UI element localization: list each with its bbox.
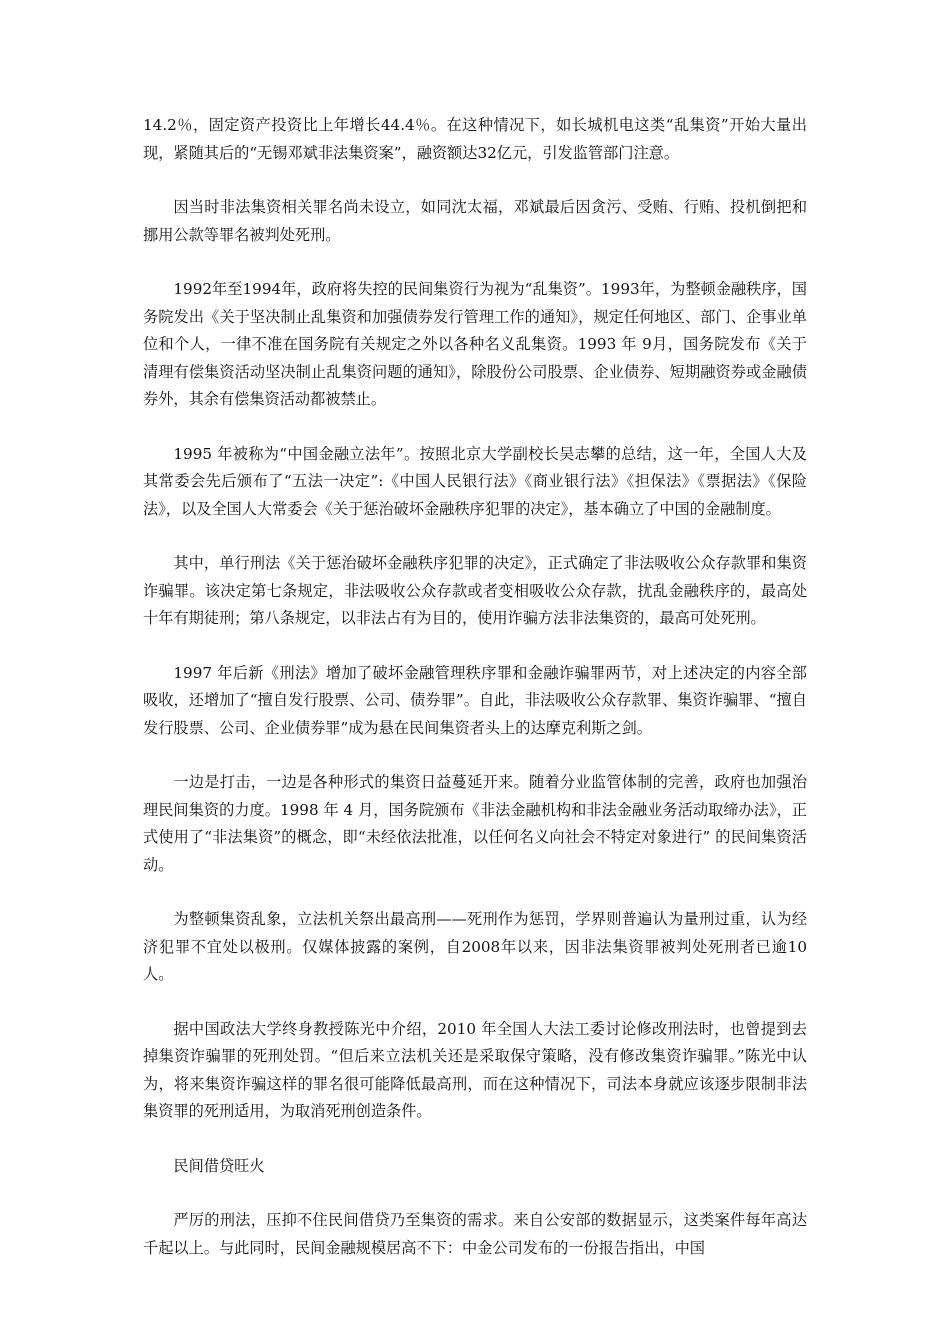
paragraph-3: 1992年至1994年，政府将失控的民间集资行为视为“乱集资”。1993年，为整顿金融秩序，国务院发出《关于坚决制止乱集资和加强债券发行管理工作的通知》，规定任何地区、部门、企事业单位和个人，一律不准在国务院有关规定之外以各种名义乱集资。1993 年 9月，国务院发布《关于清理有偿集资活动坚决制止乱集资问题的通知》，除股份公司股票、企业债券、短期融资券或金融债券外，其余有偿集资活动都被禁止。 [143, 280, 807, 408]
paragraph-2: 因当时非法集资相关罪名尚未设立，如同沈太福，邓斌最后因贪污、受贿、行贿、投机倒把和挪用公款等罪名被判处死刑。 [143, 198, 807, 244]
paragraph-5: 其中，单行刑法《关于惩治破坏金融秩序犯罪的决定》，正式确定了非法吸收公众存款罪和集资诈骗罪。该决定第七条规定，非法吸收公众存款或者变相吸收公众存款，扰乱金融秩序的，最高处十年有期徒刑；第八条规定，以非法占有为目的，使用诈骗方法非法集资的，最高可处死刑。 [143, 554, 807, 627]
paragraph-9: 据中国政法大学终身教授陈光中介绍，2010 年全国人大法工委讨论修改刑法时，也曾提到去掉集资诈骗罪的死刑处罚。“但后来立法机关还是采取保守策略，没有修改集资诈骗罪。”陈光中认为，将来集资诈骗这样的罪名很可能降低最高刑，而在这种情况下，司法本身就应该逐步限制非法集资罪的死刑适用，为取消死刑创造条件。 [143, 1019, 807, 1120]
section-heading: 民间借贷旺火 [173, 1156, 265, 1175]
paragraph-1: 14.2％，固定资产投资比上年增长44.4％。在这种情况下，如长城机电这类“乱集资”开始大量出现，紧随其后的“无锡邓斌非法集资案”，融资额达32亿元，引发监管部门注意。 [143, 116, 807, 162]
document-page [143, 112, 807, 1262]
paragraph-6: 1997 年后新《刑法》增加了破坏金融管理秩序罪和金融诈骗罪两节，对上述决定的内容全部吸收，还增加了“擅自发行股票、公司、债券罪”。自此，非法吸收公众存款罪、集资诈骗罪、“擅自发行股票、公司、企业债券罪”成为悬在民间集资者头上的达摩克利斯之剑。 [143, 663, 807, 737]
paragraph-8: 为整顿集资乱象，立法机关祭出最高刑——死刑作为惩罚，学界则普遍认为量刑过重，认为经济犯罪不宜处以极刑。仅媒体披露的案例，自2008年以来，因非法集资罪被判处死刑者已逾10人。 [143, 910, 807, 983]
paragraph-7: 一边是打击，一边是各种形式的集资日益蔓延开来。随着分业监管体制的完善，政府也加强治理民间集资的力度。1998 年 4 月，国务院颁布《非法金融机构和非法金融业务活动取缔办法》，正式使用了“非法集资”的概念，即“未经依法批准，以任何名义向社会不特定对象进行” 的民间集资活动。 [143, 773, 807, 874]
paragraph-4: 1995 年被称为“中国金融立法年”。按照北京大学副校长吴志攀的总结，这一年，全国人大及其常委会先后颁布了“五法一决定”:《中国人民银行法》《商业银行法》《担保法》《票据法》《保险法》，以及全国人大常委会《关于惩治破坏金融秩序犯罪的决定》，基本确立了中国的金融制度。 [143, 444, 807, 518]
paragraph-10: 严厉的刑法，压抑不住民间借贷乃至集资的需求。来自公安部的数据显示，这类案件每年高达千起以上。与此同时，民间金融规模居高不下：中金公司发布的一份报告指出，中国 [143, 1211, 807, 1257]
